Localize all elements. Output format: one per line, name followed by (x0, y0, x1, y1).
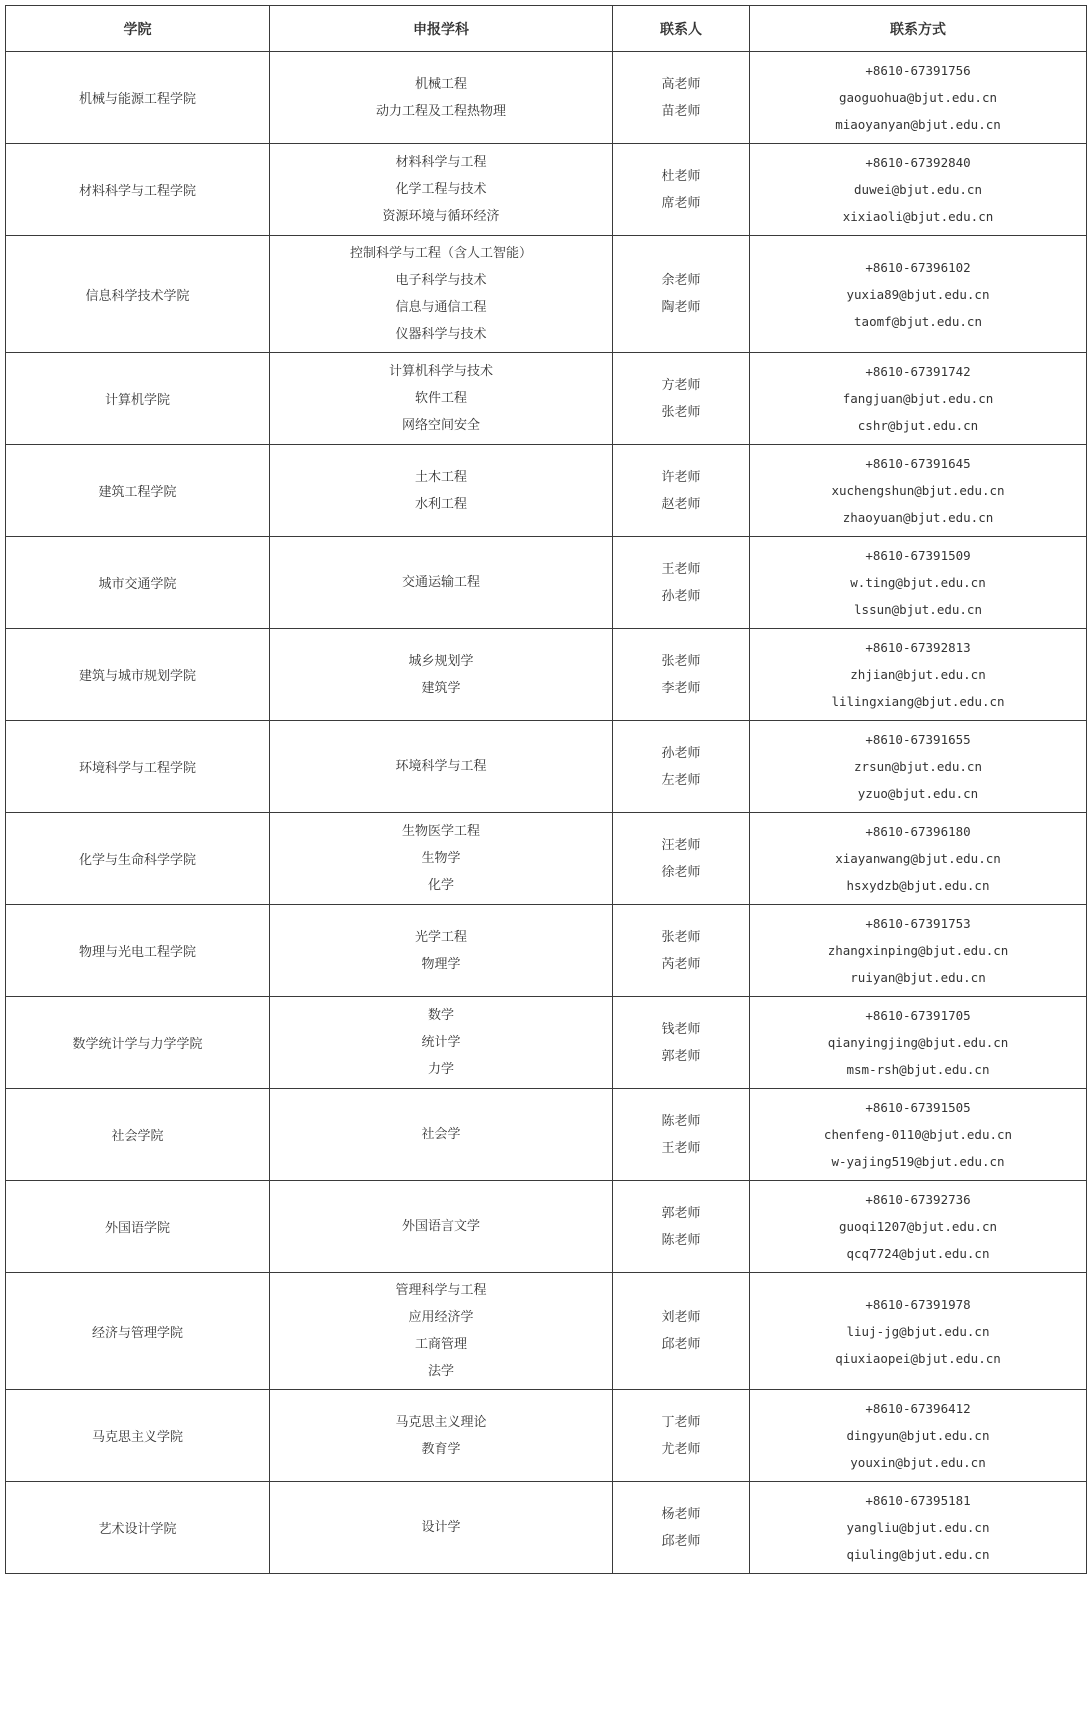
subject-item: 光学工程 (414, 929, 467, 945)
table-row (6, 537, 1087, 629)
header-row (6, 6, 1087, 52)
contact-info-item[interactable]: lilingxiang@bjut.edu.cn (831, 694, 1005, 709)
contact-person: 张老师 (661, 653, 701, 669)
college-cell: 艺术设计学院 (6, 1482, 270, 1574)
contact-info-cell (750, 1482, 1087, 1574)
college-cell: 数学统计学与力学学院 (6, 997, 270, 1089)
college-cell: 信息科学技术学院 (6, 236, 270, 353)
subjects-cell (270, 445, 613, 537)
contacts-cell (613, 537, 750, 629)
contact-info-cell (750, 537, 1087, 629)
contacts-cell (613, 1089, 750, 1181)
contact-info-item[interactable]: xixiaoli@bjut.edu.cn (842, 209, 994, 224)
contact-person: 钱老师 (661, 1021, 701, 1037)
contact-person: 余老师 (661, 273, 701, 288)
subject-item: 土木工程 (414, 469, 467, 485)
contact-info-item[interactable]: zrsun@bjut.edu.cn (854, 759, 982, 774)
contact-info-item[interactable]: qiuling@bjut.edu.cn (846, 1547, 990, 1562)
contacts-cell (613, 1181, 750, 1273)
subject-item: 交通运输工程 (401, 575, 480, 590)
subject-item: 建筑学 (421, 680, 461, 696)
contacts-cell (613, 144, 750, 236)
subject-item: 动力工程及工程热物理 (375, 103, 506, 119)
contact-info-cell (750, 144, 1087, 236)
contact-info-item[interactable]: xiayanwang@bjut.edu.cn (835, 851, 1001, 866)
contact-table (5, 5, 1087, 1574)
subject-item: 控制科学与工程（含人工智能） (349, 246, 532, 261)
contact-person: 张老师 (661, 929, 701, 945)
subject-item: 生物学 (421, 851, 461, 866)
contact-info-item[interactable]: msm-rsh@bjut.edu.cn (846, 1062, 990, 1077)
subject-item: 仪器科学与技术 (395, 327, 487, 342)
college-cell: 环境科学与工程学院 (6, 721, 270, 813)
table-row (6, 813, 1087, 905)
contact-info-cell (750, 353, 1087, 445)
contact-info-item[interactable]: lssun@bjut.edu.cn (854, 602, 982, 617)
subject-item: 工商管理 (414, 1337, 467, 1352)
subject-item: 外国语言文学 (401, 1219, 480, 1234)
contact-person: 郭老师 (661, 1048, 701, 1064)
subjects-cell (270, 1089, 613, 1181)
subjects-cell (270, 537, 613, 629)
contact-info-item[interactable]: ruiyan@bjut.edu.cn (850, 970, 986, 985)
table-row (6, 445, 1087, 537)
contact-info-item: +8610-67392840 (865, 155, 971, 170)
contacts-cell (613, 721, 750, 813)
subject-item: 统计学 (421, 1035, 461, 1050)
subject-item: 水利工程 (414, 496, 467, 512)
subject-item: 资源环境与循环经济 (382, 209, 500, 224)
contact-info-item[interactable]: taomf@bjut.edu.cn (854, 313, 982, 329)
contact-info-item: +8610-67391645 (865, 456, 971, 471)
subject-item: 电子科学与技术 (395, 273, 487, 288)
subjects-cell (270, 813, 613, 905)
subject-item: 城乡规划学 (408, 653, 474, 669)
contact-info-item[interactable]: dingyun@bjut.edu.cn (846, 1428, 990, 1443)
contact-info-item[interactable]: hsxydzb@bjut.edu.cn (846, 878, 990, 893)
table-row (6, 1390, 1087, 1482)
contact-info-cell (750, 1390, 1087, 1482)
contact-info-cell (750, 1089, 1087, 1181)
contact-info-item: +8610-67391753 (865, 916, 971, 931)
contacts-cell (613, 353, 750, 445)
header-college: 学院 (6, 6, 270, 52)
contact-info-cell (750, 721, 1087, 813)
contact-person: 陈老师 (661, 1113, 701, 1129)
contacts-cell (613, 1390, 750, 1482)
subject-item: 材料科学与工程 (395, 155, 487, 170)
subjects-cell (270, 1482, 613, 1574)
college-cell: 城市交通学院 (6, 537, 270, 629)
contact-info-cell (750, 445, 1087, 537)
contact-person: 尤老师 (661, 1441, 701, 1457)
contact-info-item[interactable]: qcq7724@bjut.edu.cn (846, 1246, 990, 1261)
contact-person: 高老师 (661, 76, 701, 92)
contact-info-item[interactable]: zhaoyuan@bjut.edu.cn (842, 510, 994, 525)
contact-info-item: +8610-67396412 (865, 1401, 971, 1416)
contacts-cell (613, 813, 750, 905)
subject-item: 化学 (427, 878, 454, 893)
contact-person: 王老师 (661, 561, 701, 577)
subject-item: 生物医学工程 (401, 824, 480, 839)
college-cell: 马克思主义学院 (6, 1390, 270, 1482)
table-row (6, 997, 1087, 1089)
subject-item: 社会学 (421, 1127, 461, 1142)
contacts-cell (613, 629, 750, 721)
contact-person: 丁老师 (661, 1414, 701, 1430)
contact-info-item[interactable]: youxin@bjut.edu.cn (850, 1455, 986, 1470)
college-cell: 社会学院 (6, 1089, 270, 1181)
contact-person: 陈老师 (661, 1232, 701, 1248)
contact-person: 王老师 (661, 1140, 701, 1156)
college-cell: 外国语学院 (6, 1181, 270, 1273)
subject-item: 信息与通信工程 (395, 300, 487, 315)
contact-person: 许老师 (661, 469, 701, 485)
table-row (6, 1482, 1087, 1574)
subjects-cell (270, 1181, 613, 1273)
subject-item: 法学 (427, 1364, 454, 1379)
contact-info-item: +8610-67391978 (865, 1296, 971, 1312)
contact-info-item[interactable]: yzuo@bjut.edu.cn (857, 786, 979, 801)
contact-info-item[interactable]: fangjuan@bjut.edu.cn (842, 391, 994, 406)
table-row (6, 1181, 1087, 1273)
contact-info-item[interactable]: yangliu@bjut.edu.cn (846, 1520, 990, 1535)
contact-info-item: +8610-67391742 (865, 364, 971, 379)
subjects-cell (270, 353, 613, 445)
contact-person: 苗老师 (661, 103, 701, 119)
contacts-cell (613, 997, 750, 1089)
table-row (6, 721, 1087, 813)
subject-item: 环境科学与工程 (395, 759, 487, 774)
subjects-cell (270, 236, 613, 353)
table-row (6, 236, 1087, 353)
contact-info-item: +8610-67395181 (865, 1493, 971, 1508)
contact-person: 徐老师 (661, 864, 701, 880)
subject-item: 软件工程 (414, 391, 467, 406)
contact-info-item[interactable]: cshr@bjut.edu.cn (857, 418, 979, 433)
subjects-cell (270, 1273, 613, 1390)
contact-info-item: +8610-67391655 (865, 732, 971, 747)
contact-info-item: +8610-67391756 (865, 63, 971, 78)
header-contact: 联系人 (613, 6, 750, 52)
subject-item: 物理学 (421, 956, 461, 972)
contact-info-item: +8610-67391509 (865, 548, 971, 563)
table-row (6, 1089, 1087, 1181)
college-cell: 计算机学院 (6, 353, 270, 445)
table-row (6, 629, 1087, 721)
contact-person: 杜老师 (661, 168, 701, 184)
contact-info-cell (750, 236, 1087, 353)
contact-person: 刘老师 (661, 1310, 701, 1325)
contact-info-item[interactable]: liuj-jg@bjut.edu.cn (846, 1323, 990, 1339)
contacts-cell (613, 445, 750, 537)
subject-item: 管理科学与工程 (395, 1283, 487, 1298)
contact-person: 郭老师 (661, 1205, 701, 1221)
subject-item: 机械工程 (414, 76, 467, 92)
contact-info-item: +8610-67392813 (865, 640, 971, 655)
contact-info-item[interactable]: miaoyanyan@bjut.edu.cn (835, 117, 1001, 132)
contacts-cell (613, 905, 750, 997)
college-cell: 机械与能源工程学院 (6, 52, 270, 144)
table-row (6, 52, 1087, 144)
college-cell: 建筑与城市规划学院 (6, 629, 270, 721)
subject-item: 设计学 (421, 1520, 461, 1535)
contact-info-cell (750, 52, 1087, 144)
contact-person: 李老师 (661, 680, 701, 696)
contact-person: 孙老师 (661, 745, 701, 761)
contact-person: 杨老师 (661, 1506, 701, 1522)
subjects-cell (270, 1390, 613, 1482)
subject-item: 应用经济学 (408, 1310, 474, 1325)
contact-info-item: +8610-67396180 (865, 824, 971, 839)
contact-person: 邱老师 (661, 1337, 701, 1352)
contact-person: 邱老师 (661, 1533, 701, 1549)
college-cell: 经济与管理学院 (6, 1273, 270, 1390)
subjects-cell (270, 905, 613, 997)
contact-info-item[interactable]: qiuxiaopei@bjut.edu.cn (835, 1350, 1001, 1366)
table-body (6, 52, 1087, 1574)
contact-info-item[interactable]: xuchengshun@bjut.edu.cn (831, 483, 1005, 498)
contact-info-cell (750, 629, 1087, 721)
contact-person: 汪老师 (661, 837, 701, 853)
subject-item: 化学工程与技术 (395, 182, 487, 197)
contact-info-item[interactable]: w-yajing519@bjut.edu.cn (831, 1154, 1005, 1169)
contact-info-item[interactable]: guoqi1207@bjut.edu.cn (838, 1219, 998, 1234)
contact-info-item: +8610-67392736 (865, 1192, 971, 1207)
contact-person: 芮老师 (661, 956, 701, 972)
contact-info-item: +8610-67391505 (865, 1100, 971, 1115)
subject-item: 网络空间安全 (401, 418, 480, 433)
contacts-cell (613, 236, 750, 353)
contact-info-cell (750, 1181, 1087, 1273)
college-cell: 材料科学与工程学院 (6, 144, 270, 236)
subjects-cell (270, 629, 613, 721)
table-row (6, 905, 1087, 997)
contacts-cell (613, 52, 750, 144)
table-row (6, 144, 1087, 236)
contact-person: 方老师 (661, 377, 701, 393)
subject-item: 数学 (427, 1008, 454, 1023)
contact-person: 席老师 (661, 195, 701, 211)
contact-info-item: +8610-67391705 (865, 1008, 971, 1023)
subjects-cell (270, 997, 613, 1089)
contact-info-item: +8610-67396102 (865, 259, 971, 275)
contact-info-cell (750, 905, 1087, 997)
contact-person: 赵老师 (661, 496, 701, 512)
contact-info-item[interactable]: yuxia89@bjut.edu.cn (846, 286, 990, 302)
contact-info-item[interactable]: duwei@bjut.edu.cn (854, 182, 982, 197)
college-cell: 化学与生命科学学院 (6, 813, 270, 905)
contact-person: 陶老师 (661, 300, 701, 315)
subject-item: 马克思主义理论 (395, 1414, 487, 1430)
college-cell: 建筑工程学院 (6, 445, 270, 537)
subject-item: 计算机科学与技术 (388, 364, 493, 379)
contact-info-cell (750, 997, 1087, 1089)
subjects-cell (270, 144, 613, 236)
contact-info-item[interactable]: zhangxinping@bjut.edu.cn (827, 943, 1009, 958)
contact-info-item[interactable]: gaoguohua@bjut.edu.cn (838, 90, 998, 105)
contact-info-item[interactable]: w.ting@bjut.edu.cn (850, 575, 986, 590)
contact-info-item[interactable]: chenfeng-0110@bjut.edu.cn (823, 1127, 1013, 1142)
contact-person: 张老师 (661, 404, 701, 420)
contact-info-item[interactable]: qianyingjing@bjut.edu.cn (827, 1035, 1009, 1050)
subject-item: 教育学 (421, 1441, 461, 1457)
table-row (6, 353, 1087, 445)
subject-item: 力学 (427, 1062, 454, 1077)
header-contact-info: 联系方式 (750, 6, 1087, 52)
college-cell: 物理与光电工程学院 (6, 905, 270, 997)
contact-info-cell (750, 1273, 1087, 1390)
contact-person: 左老师 (661, 772, 701, 788)
subjects-cell (270, 721, 613, 813)
table-row (6, 1273, 1087, 1390)
contacts-cell (613, 1273, 750, 1390)
contacts-cell (613, 1482, 750, 1574)
subjects-cell (270, 52, 613, 144)
header-subjects: 申报学科 (270, 6, 613, 52)
contact-person: 孙老师 (661, 588, 701, 604)
contact-info-cell (750, 813, 1087, 905)
contact-info-item[interactable]: zhjian@bjut.edu.cn (850, 667, 986, 682)
